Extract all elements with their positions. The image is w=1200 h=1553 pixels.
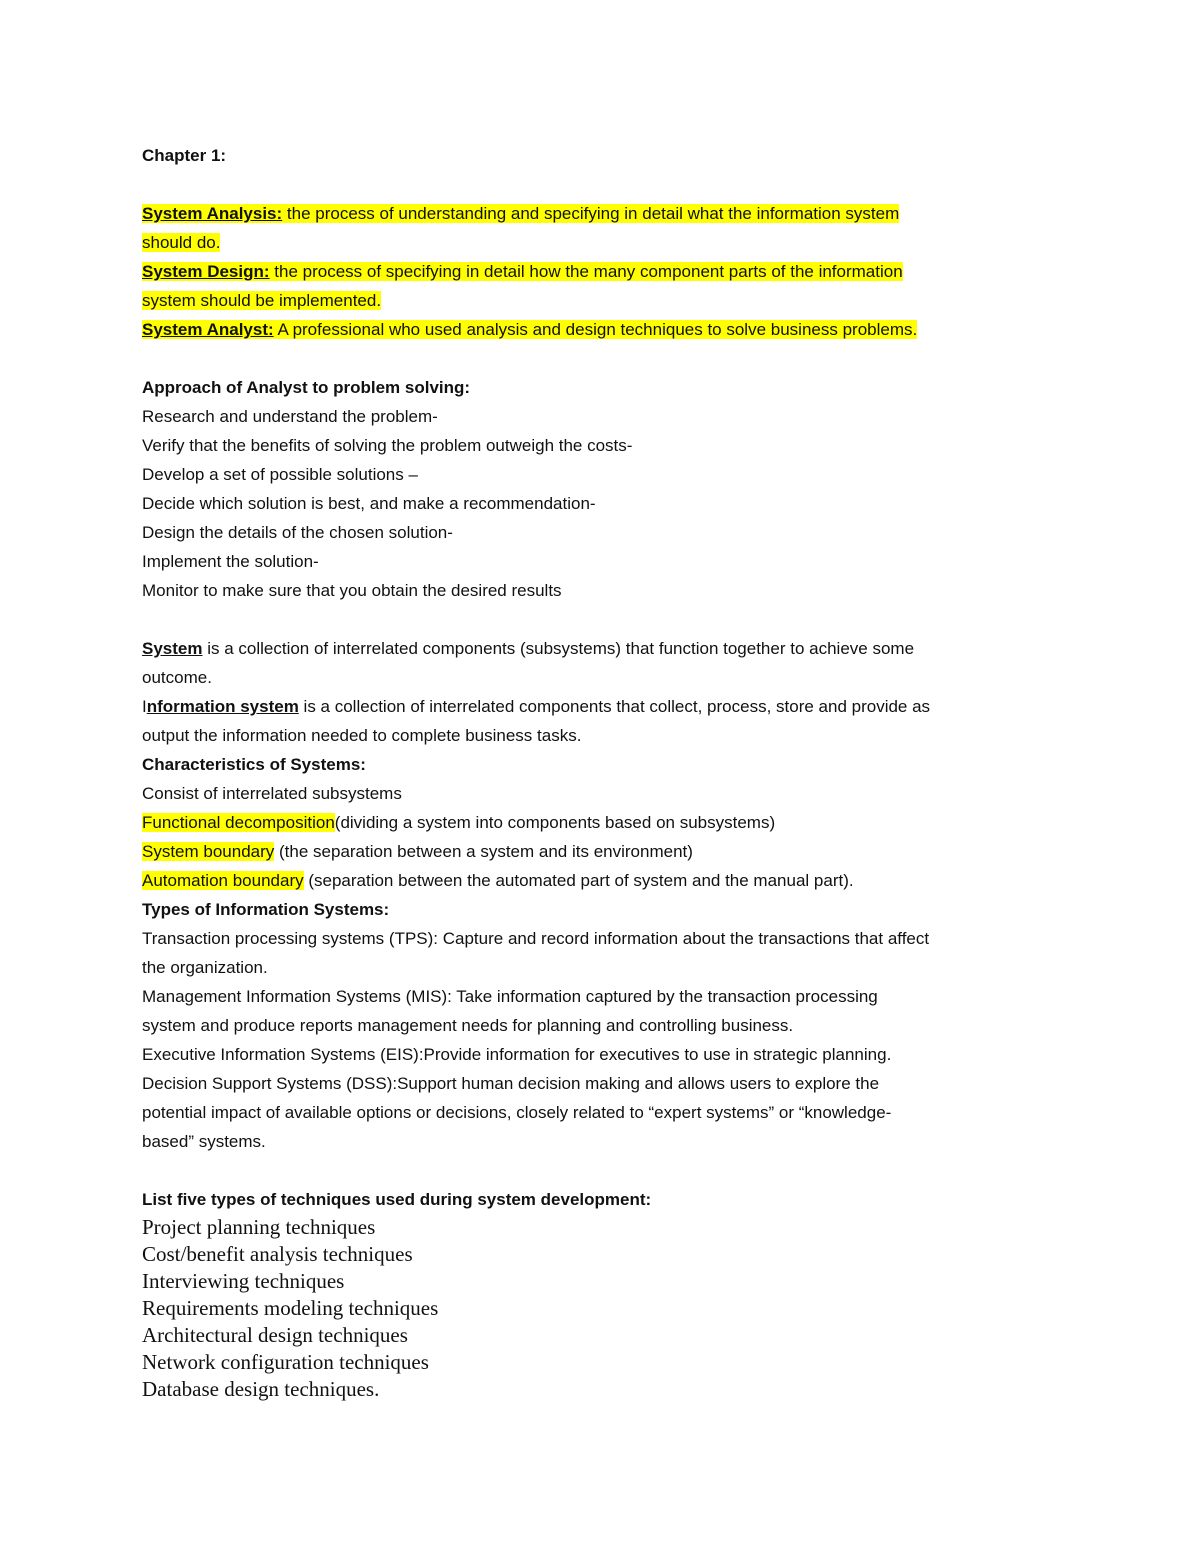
approach-step: Design the details of the chosen solution- [142,523,453,542]
techniques-heading: List five types of techniques used during system development: [142,1190,652,1209]
approach-step: Implement the solution- [142,552,319,571]
term-functional-decomposition: Functional decomposition [142,813,335,832]
term-system-boundary: System boundary [142,842,275,861]
chapter-title: Chapter 1: [142,146,227,165]
term-system-analysis: System Analysis: [142,204,283,223]
characteristic-text: (separation between the automated part of system and the manual part). [303,871,854,890]
document-page [142,141,1062,1403]
type-dss: Decision Support Systems (DSS):Support human decision making and allows users to explore the [142,1074,880,1093]
characteristic-item [142,808,1062,837]
definition-text: is a collection of interrelated components that collect, process, store and provide as [298,697,931,716]
information-system-definition [142,692,1062,721]
definition-system-design [142,257,1062,286]
term-automation-boundary: Automation boundary [142,871,304,890]
characteristics-heading: Characteristics of Systems: [142,755,366,774]
technique-item: Requirements modeling techniques [142,1296,439,1320]
type-tps: Transaction processing systems (TPS): Capture and record information about the transactions that affect [142,929,930,948]
definition-text: the process of specifying in detail how the many component parts of the information [269,262,903,281]
spacer [142,605,1062,634]
term-information-system: nformation system [146,697,299,716]
definition-text: system should be implemented. [142,291,382,310]
term-system: System [142,639,203,658]
spacer [142,1156,1062,1185]
characteristic-text: (dividing a system into components based on subsystems) [334,813,776,832]
characteristic-item: Consist of interrelated subsystems [142,784,402,803]
term-system-analyst: System Analyst: [142,320,274,339]
techniques-list [142,1214,1062,1403]
approach-step: Decide which solution is best, and make a recommendation- [142,494,596,513]
spacer [142,344,1062,373]
definition-text: A professional who used analysis and design techniques to solve business problems. [273,320,918,339]
definition-system-analysis-cont [142,228,1062,257]
approach-step: Develop a set of possible solutions – [142,465,418,484]
definition-system-design-cont [142,286,1062,315]
definition-text: the process of understanding and specifying in detail what the information system [282,204,900,223]
definition-text: is a collection of interrelated components (subsystems) that function together to achieve some [202,639,915,658]
technique-item: Database design techniques. [142,1377,380,1401]
system-definition-cont: outcome. [142,668,212,687]
term-system-design: System Design: [142,262,270,281]
technique-item: Cost/benefit analysis techniques [142,1242,413,1266]
approach-step: Verify that the benefits of solving the problem outweigh the costs- [142,436,633,455]
information-system-definition-cont: output the information needed to complete business tasks. [142,726,582,745]
definition-system-analysis [142,199,1062,228]
technique-item: Project planning techniques [142,1215,376,1239]
definition-system-analyst [142,315,1062,344]
technique-item: Architectural design techniques [142,1323,408,1347]
characteristic-item [142,866,1062,895]
type-tps-cont: the organization. [142,958,268,977]
type-eis: Executive Information Systems (EIS):Provide information for executives to use in strategic planning. [142,1045,892,1064]
system-definition [142,634,1062,663]
approach-step: Research and understand the problem- [142,407,438,426]
approach-step: Monitor to make sure that you obtain the desired results [142,581,562,600]
type-mis: Management Information Systems (MIS): Take information captured by the transaction processing [142,987,878,1006]
spacer [142,170,1062,199]
characteristic-text: (the separation between a system and its environment) [274,842,693,861]
approach-heading: Approach of Analyst to problem solving: [142,378,471,397]
type-dss-cont: based” systems. [142,1132,266,1151]
type-dss-cont: potential impact of available options or decisions, closely related to “expert systems” or “knowledge- [142,1103,892,1122]
technique-item: Network configuration techniques [142,1350,429,1374]
term-prefix: I [142,697,147,716]
definition-text: should do. [142,233,221,252]
technique-item: Interviewing techniques [142,1269,345,1293]
characteristic-item [142,837,1062,866]
types-heading: Types of Information Systems: [142,900,390,919]
type-mis-cont: system and produce reports management needs for planning and controlling business. [142,1016,794,1035]
